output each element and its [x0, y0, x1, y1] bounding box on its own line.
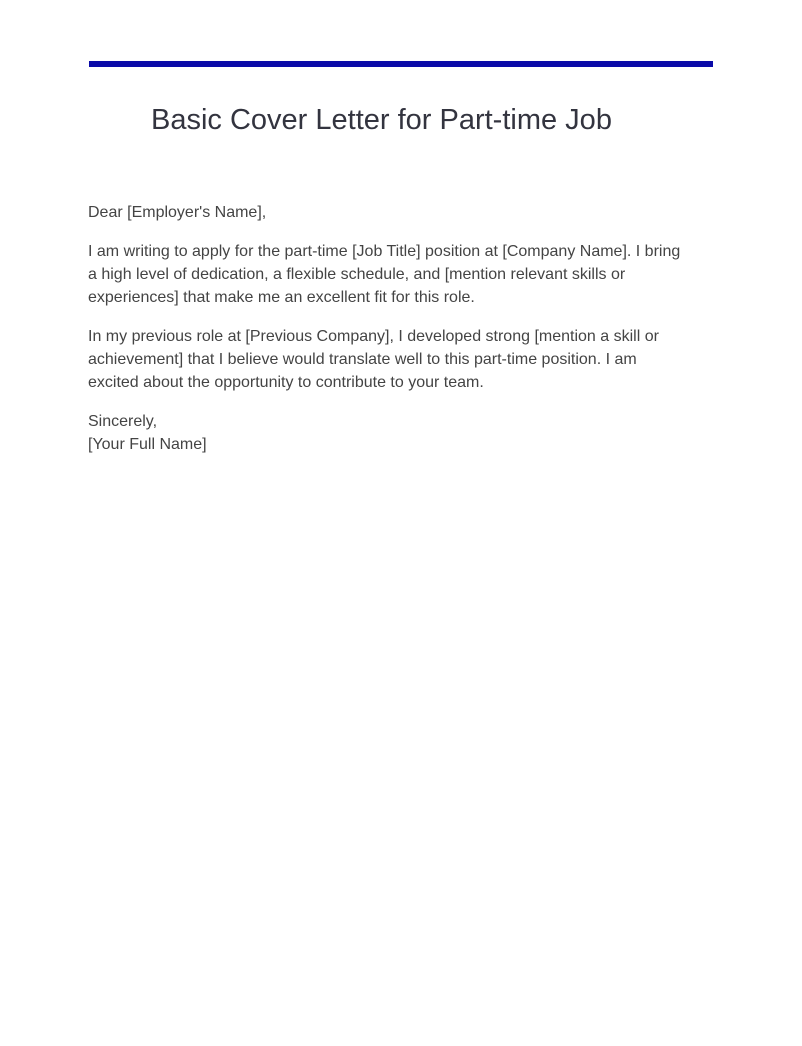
text-line: In my previous role at [Previous Company], I developed strong [mention a skill or: [88, 328, 659, 345]
header-accent-bar: [89, 61, 713, 67]
text-line: achievement] that I believe would translate well to this part-time position. I am: [88, 351, 637, 368]
signature: [Your Full Name]: [88, 436, 207, 453]
paragraph-2: [88, 325, 708, 394]
text-line: excited about the opportunity to contribute to your team.: [88, 374, 484, 391]
sign-off: [88, 410, 708, 456]
page-title: Basic Cover Letter for Part-time Job: [151, 104, 612, 136]
text-line: a high level of dedication, a flexible schedule, and [mention relevant skills or: [88, 266, 626, 283]
letter-body: [88, 201, 708, 472]
closing: Sincerely,: [88, 413, 158, 430]
text-line: I am writing to apply for the part-time [Job Title] position at [Company Name]. I bring: [88, 243, 681, 260]
paragraph-1: [88, 240, 708, 309]
text-line: experiences] that make me an excellent fit for this role.: [88, 289, 475, 306]
greeting: Dear [Employer's Name],: [88, 204, 267, 221]
